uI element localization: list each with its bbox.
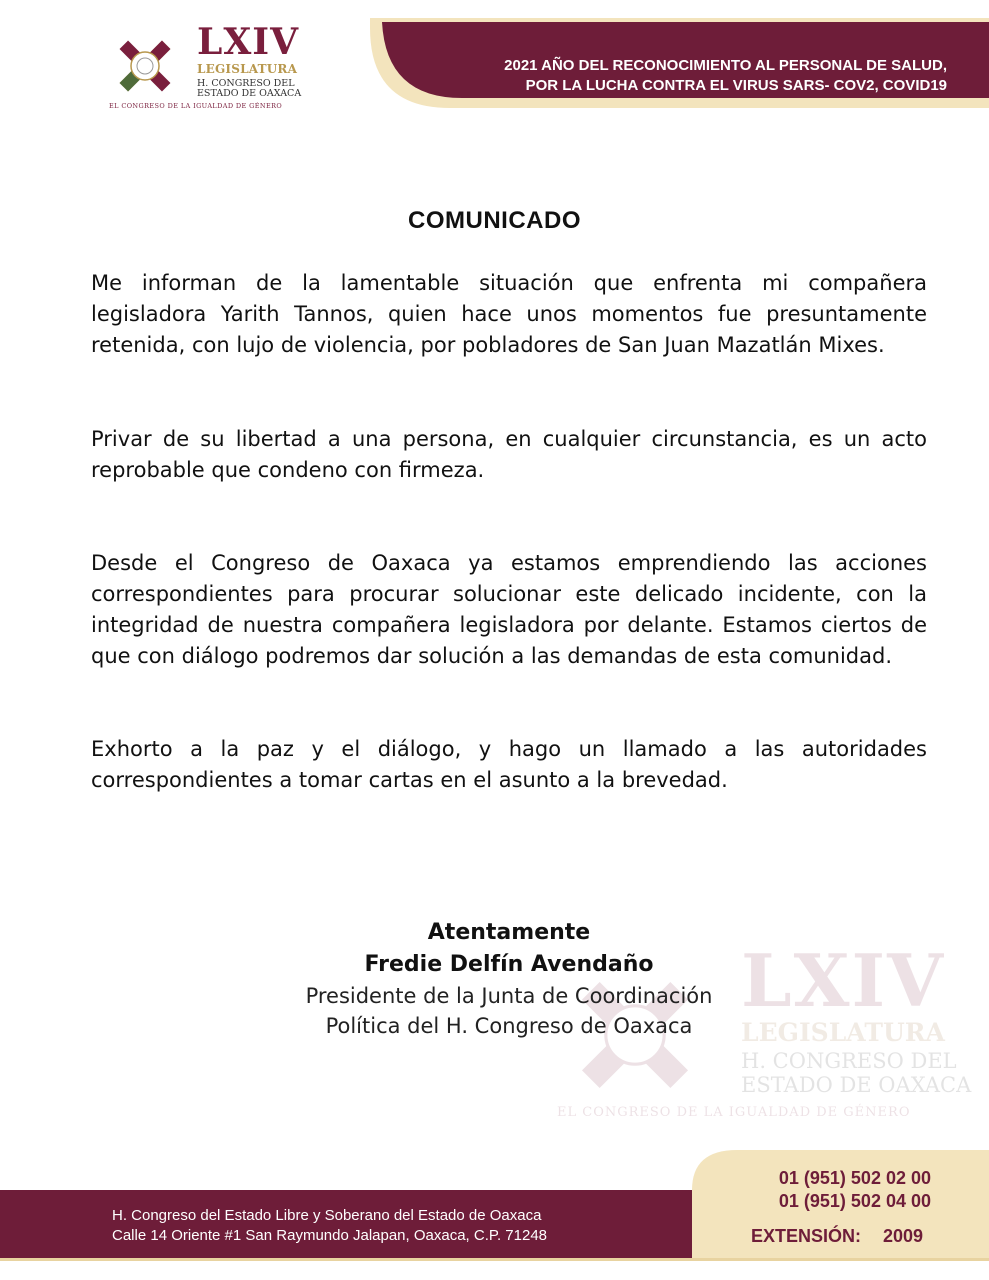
banner-line2: POR LA LUCHA CONTRA EL VIRUS SARS- COV2, COVID19 bbox=[525, 77, 947, 94]
paragraph-1: Me informan de la lamentable situación que enfrenta mi compañera legisladora Yarith Tannos, quien hace unos momentos fue presuntamente retenida, con lujo de violencia, por pobladores de San Juan Mazatlán Mixes. bbox=[91, 271, 927, 357]
footer-address-line2: Calle 14 Oriente #1 San Raymundo Jalapan, Oaxaca, C.P. 71248 bbox=[112, 1227, 547, 1244]
watermark-numeral: LXIV bbox=[741, 938, 946, 1023]
signature-closing: Atentamente bbox=[427, 920, 591, 945]
congress-logo bbox=[105, 21, 305, 116]
watermark-line1: H. CONGRESO DEL bbox=[741, 1049, 957, 1073]
document-title: COMUNICADO bbox=[408, 207, 581, 234]
paragraph-4: Exhorto a la paz y el diálogo, y hago un llamado a las autoridades correspondientes a tomar cartas en el asunto a la brevedad. bbox=[91, 737, 927, 792]
logo-tagline: EL CONGRESO DE LA IGUALDAD DE GÉNERO bbox=[109, 102, 283, 110]
signature-role-line2: Política del H. Congreso de Oaxaca bbox=[325, 1014, 693, 1038]
paragraph-3: Desde el Congreso de Oaxaca ya estamos emprendiendo las acciones correspondientes para procurar solucionar este delicado incidente, con la integridad de nuestra compañera legisladora por delante. Estamos ciertos de que con diálogo podremos dar solución a las demandas de esta comunidad. bbox=[91, 551, 927, 668]
congress-emblem-icon bbox=[109, 30, 181, 102]
watermark-legislatura: LEGISLATURA bbox=[741, 1018, 945, 1047]
banner-text bbox=[504, 56, 947, 96]
logo-legislatura: LEGISLATURA bbox=[197, 62, 298, 76]
footer-address-line1: H. Congreso del Estado Libre y Soberano del Estado de Oaxaca bbox=[112, 1207, 542, 1224]
watermark-tagline: EL CONGRESO DE LA IGUALDAD DE GÉNERO bbox=[557, 1105, 911, 1120]
logo-numeral: LXIV bbox=[197, 21, 300, 63]
footer-phone-1: 01 (951) 502 02 00 bbox=[778, 1168, 931, 1188]
footer-extension bbox=[751, 1226, 923, 1247]
signature-name: Fredie Delfín Avendaño bbox=[364, 952, 654, 977]
footer-address bbox=[112, 1206, 547, 1246]
paragraph-2: Privar de su libertad a una persona, en cualquier circunstancia, es un acto reprobable que condeno con firmeza. bbox=[91, 427, 927, 482]
logo-line1: H. CONGRESO DEL bbox=[197, 78, 295, 89]
footer-phone-2: 01 (951) 502 04 00 bbox=[778, 1191, 931, 1211]
header-banner bbox=[370, 18, 989, 108]
watermark-line2: ESTADO DE OAXACA bbox=[741, 1073, 972, 1097]
bottom-divider bbox=[0, 1258, 989, 1261]
extension-label: EXTENSIÓN: bbox=[751, 1226, 862, 1246]
extension-value: 2009 bbox=[883, 1226, 924, 1246]
banner-line1: 2021 AÑO DEL RECONOCIMIENTO AL PERSONAL DE SALUD, bbox=[504, 57, 947, 74]
logo-line2: ESTADO DE OAXACA bbox=[197, 88, 302, 99]
signature-role-line1: Presidente de la Junta de Coordinación bbox=[305, 984, 713, 1008]
